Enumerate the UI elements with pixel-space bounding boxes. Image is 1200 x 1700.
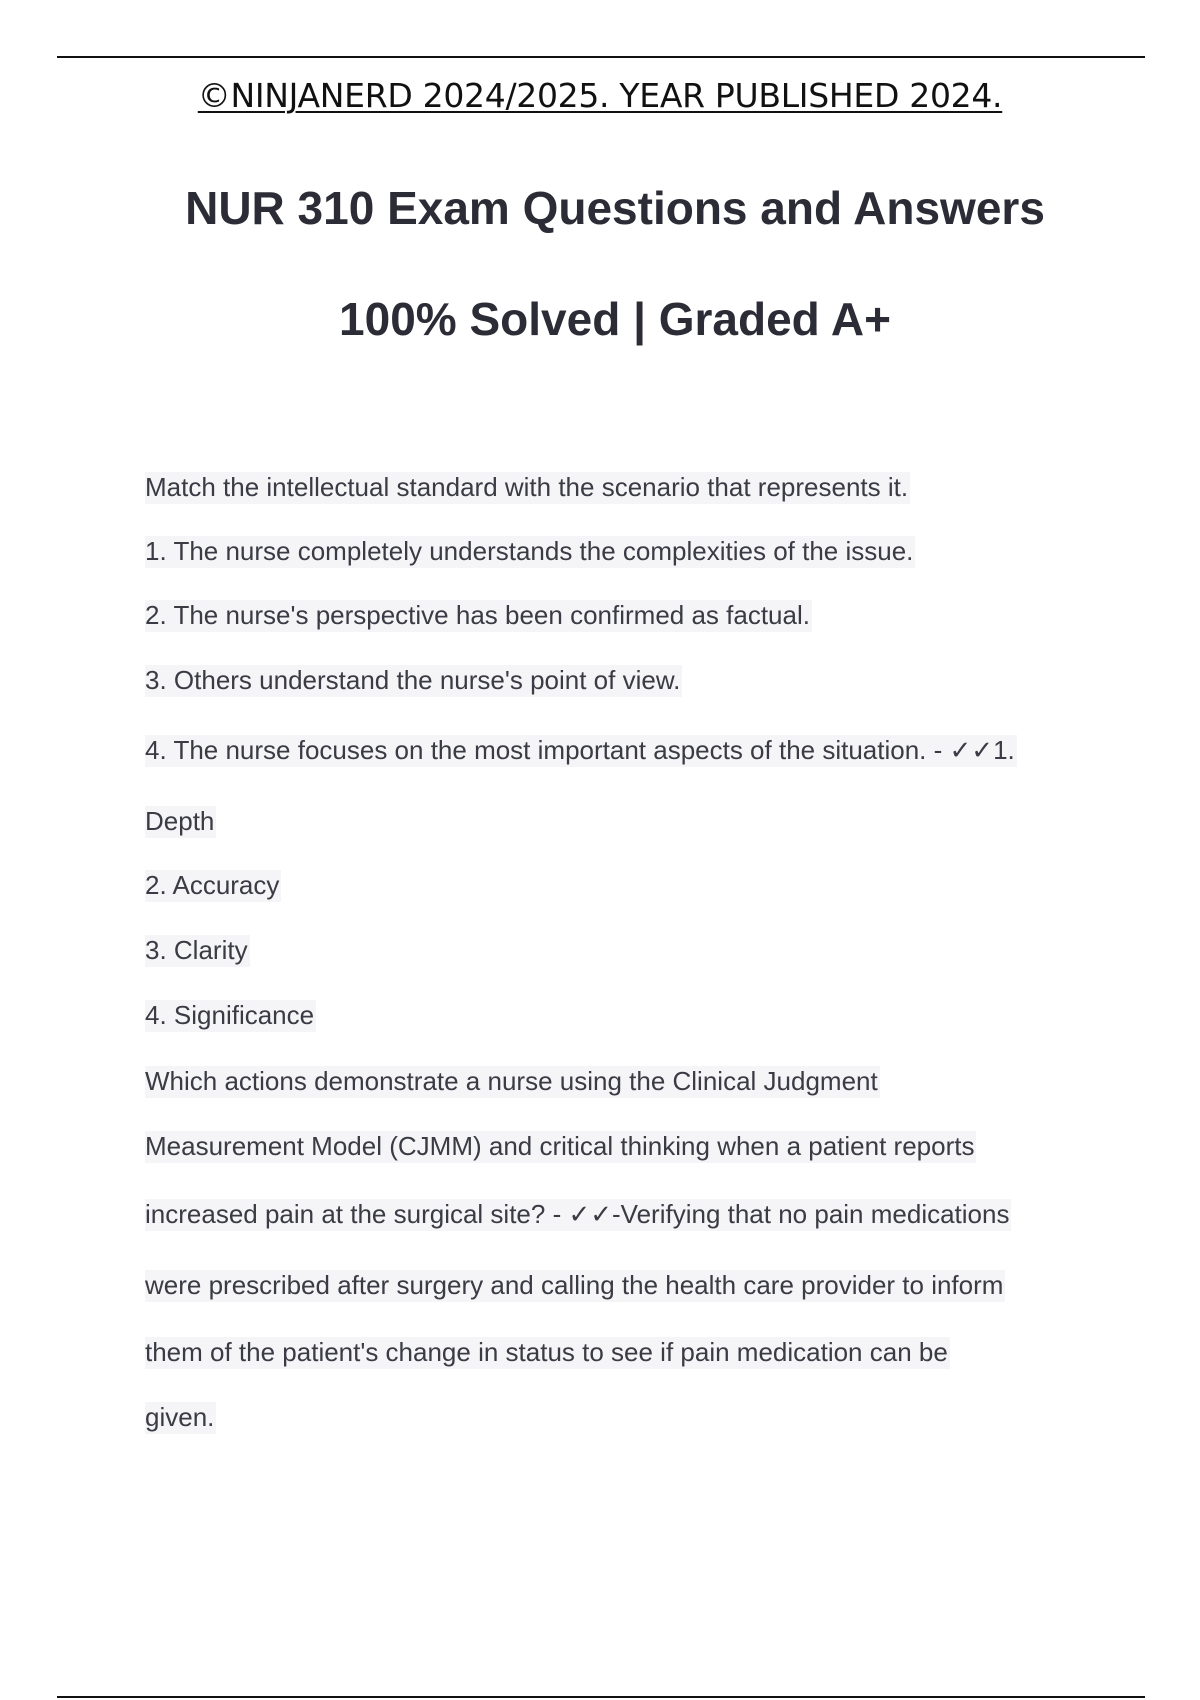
text-line: increased pain at the surgical site? - ✓✓-Verifying that no pain medications	[145, 1199, 1010, 1229]
bottom-rule	[57, 1696, 1145, 1698]
answer-text	[145, 1335, 950, 1369]
answer-text	[145, 1268, 1005, 1302]
document-title: NUR 310 Exam Questions and Answers	[185, 182, 1045, 234]
copyright-text: ©NINJANERD 2024/2025. YEAR PUBLISHED 2024.	[197, 76, 1003, 115]
answer-text	[145, 1400, 216, 1434]
question-item	[145, 534, 915, 568]
question-text	[145, 470, 910, 504]
text-line: 3. Clarity	[145, 935, 248, 965]
text-line: 2. The nurse's perspective has been confirmed as factual.	[145, 600, 810, 630]
text-line: were prescribed after surgery and calling the health care provider to inform	[145, 1270, 1004, 1300]
answer-item	[145, 998, 316, 1032]
text-line: 2. Accuracy	[145, 870, 280, 900]
text-line: 4. The nurse focuses on the most important aspects of the situation. - ✓✓1.	[145, 735, 1015, 765]
text-line: given.	[145, 1402, 215, 1432]
text-line: 3. Others understand the nurse's point of view.	[145, 665, 681, 695]
question-item	[145, 733, 1017, 767]
text-line: 4. Significance	[145, 1000, 315, 1030]
copyright-header	[0, 76, 1200, 115]
answer-item	[145, 804, 216, 838]
question-text	[145, 1197, 1011, 1231]
text-line: them of the patient's change in status to see if pain medication can be	[145, 1337, 948, 1367]
document-subtitle: 100% Solved | Graded A+	[339, 293, 891, 345]
question-item	[145, 663, 682, 697]
question-item	[145, 598, 812, 632]
question-text	[145, 1064, 880, 1098]
top-rule	[57, 56, 1145, 58]
text-line: Measurement Model (CJMM) and critical thinking when a patient reports	[145, 1131, 975, 1161]
text-line: Match the intellectual standard with the scenario that represents it.	[145, 472, 909, 502]
text-line: Which actions demonstrate a nurse using the Clinical Judgment	[145, 1066, 878, 1096]
text-line: Depth	[145, 806, 215, 836]
question-text	[145, 1129, 976, 1163]
answer-item	[145, 868, 281, 902]
text-line: 1. The nurse completely understands the complexities of the issue.	[145, 536, 914, 566]
answer-item	[145, 933, 250, 967]
